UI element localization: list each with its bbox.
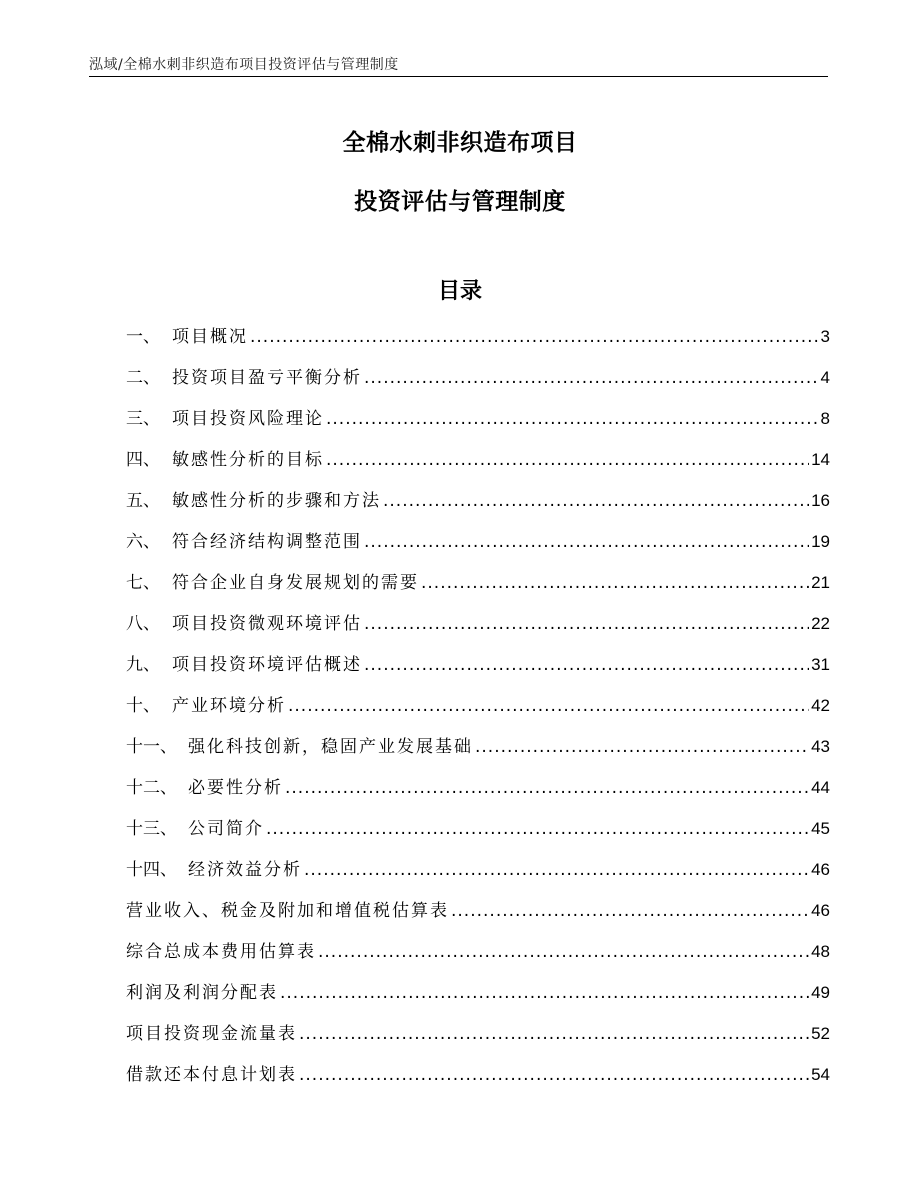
toc-entry[interactable] [126,609,830,650]
toc-entry-page-number: 16 [811,491,830,510]
toc-entry-number: 九、 [126,655,160,675]
toc-entry-page-number: 3 [820,327,830,346]
toc-entry[interactable] [126,978,830,1019]
table-of-contents [126,322,830,1101]
toc-entry-label [126,732,473,762]
toc-entry-number: 十一、 [126,737,177,757]
toc-entry-label [126,404,324,434]
toc-entry-label [126,609,362,639]
toc-entry-text: 项目投资现金流量表 [126,1024,297,1044]
toc-entry-number: 八、 [126,614,160,634]
toc-entry-page-number: 45 [811,819,830,838]
toc-entry-label [126,896,449,926]
toc-entry-number: 四、 [126,450,160,470]
toc-entry-page-number: 4 [820,368,830,387]
toc-entry[interactable] [126,322,830,363]
toc-entry-page-number: 31 [811,655,830,674]
toc-entry[interactable] [126,855,830,896]
toc-entry-text: 敏感性分析的目标 [172,450,324,470]
toc-entry[interactable] [126,486,830,527]
toc-dot-leader [299,1060,809,1090]
toc-entry[interactable] [126,650,830,691]
toc-entry-label [126,322,248,352]
toc-entry-label [126,527,362,557]
toc-entry-number: 十、 [126,696,160,716]
toc-entry-number: 三、 [126,409,160,429]
toc-entry-text: 强化科技创新，稳固产业发展基础 [188,737,473,757]
toc-entry-number: 五、 [126,491,160,511]
toc-entry-label [126,363,362,393]
toc-entry-text: 项目投资环境评估概述 [172,655,362,675]
toc-entry-text: 必要性分析 [188,778,283,798]
toc-entry[interactable] [126,773,830,814]
toc-entry[interactable] [126,896,830,937]
toc-dot-leader [326,445,809,475]
toc-entry[interactable] [126,527,830,568]
toc-entry-label [126,814,264,844]
toc-dot-leader [383,486,809,516]
toc-entry[interactable] [126,691,830,732]
toc-dot-leader [280,978,809,1008]
toc-entry-number: 十三、 [126,819,177,839]
document-title-line-1: 全棉水刺非织造布项目 [342,130,578,156]
toc-entry-text: 产业环境分析 [172,696,286,716]
toc-entry-page-number: 43 [811,737,830,756]
toc-entry-page-number: 48 [811,942,830,961]
toc-dot-leader [285,773,809,803]
toc-entry[interactable] [126,1019,830,1060]
toc-entry[interactable] [126,732,830,773]
toc-entry[interactable] [126,814,830,855]
toc-entry-label [126,1060,297,1090]
toc-entry[interactable] [126,1060,830,1101]
toc-entry[interactable] [126,404,830,445]
toc-entry-label [126,855,302,885]
running-header: 泓域/全棉水刺非织造布项目投资评估与管理制度 [89,57,399,73]
toc-dot-leader [250,322,819,352]
toc-entry-page-number: 19 [811,532,830,551]
toc-entry-text: 项目投资风险理论 [172,409,324,429]
toc-dot-leader [318,937,809,967]
toc-entry-text: 符合经济结构调整范围 [172,532,362,552]
toc-entry-text: 营业收入、税金及附加和增值税估算表 [126,901,449,921]
toc-entry-page-number: 52 [811,1024,830,1043]
toc-entry-text: 敏感性分析的步骤和方法 [172,491,381,511]
toc-entry-label [126,486,381,516]
toc-entry-number: 二、 [126,368,160,388]
toc-entry-number: 十四、 [126,860,177,880]
toc-entry-page-number: 49 [811,983,830,1002]
document-title-line-2: 投资评估与管理制度 [354,189,566,215]
toc-dot-leader [475,732,809,762]
toc-entry-text: 经济效益分析 [188,860,302,880]
toc-dot-leader [421,568,809,598]
toc-entry-text: 投资项目盈亏平衡分析 [172,368,362,388]
toc-entry-label [126,568,419,598]
toc-entry-page-number: 44 [811,778,830,797]
toc-entry-page-number: 8 [820,409,830,428]
toc-entry[interactable] [126,568,830,609]
toc-entry-text: 公司简介 [188,819,264,839]
toc-entry-number: 七、 [126,573,160,593]
toc-entry-page-number: 42 [811,696,830,715]
toc-entry-text: 借款还本付息计划表 [126,1065,297,1085]
toc-entry[interactable] [126,445,830,486]
toc-heading: 目录 [437,279,482,304]
toc-entry[interactable] [126,937,830,978]
toc-entry-label [126,691,286,721]
toc-entry-text: 综合总成本费用估算表 [126,942,316,962]
toc-dot-leader [326,404,819,434]
toc-dot-leader [451,896,809,926]
toc-entry-text: 项目概况 [172,327,248,347]
toc-entry-page-number: 46 [811,901,830,920]
toc-entry-page-number: 46 [811,860,830,879]
toc-dot-leader [304,855,809,885]
toc-entry-page-number: 14 [811,450,830,469]
toc-dot-leader [364,527,809,557]
header-divider [89,76,828,77]
toc-entry-page-number: 22 [811,614,830,633]
toc-entry-label [126,650,362,680]
toc-entry-text: 项目投资微观环境评估 [172,614,362,634]
toc-entry-page-number: 21 [811,573,830,592]
toc-dot-leader [266,814,809,844]
toc-entry-label [126,937,316,967]
toc-entry-label [126,978,278,1008]
toc-entry-page-number: 54 [811,1065,830,1084]
toc-dot-leader [364,609,809,639]
toc-dot-leader [288,691,809,721]
toc-entry-number: 六、 [126,532,160,552]
toc-entry-text: 符合企业自身发展规划的需要 [172,573,419,593]
toc-entry[interactable] [126,363,830,404]
toc-entry-number: 一、 [126,327,160,347]
toc-entry-label [126,445,324,475]
toc-entry-label [126,773,283,803]
toc-dot-leader [364,363,819,393]
toc-entry-text: 利润及利润分配表 [126,983,278,1003]
toc-dot-leader [364,650,809,680]
toc-entry-label [126,1019,297,1049]
toc-dot-leader [299,1019,809,1049]
toc-entry-number: 十二、 [126,778,177,798]
